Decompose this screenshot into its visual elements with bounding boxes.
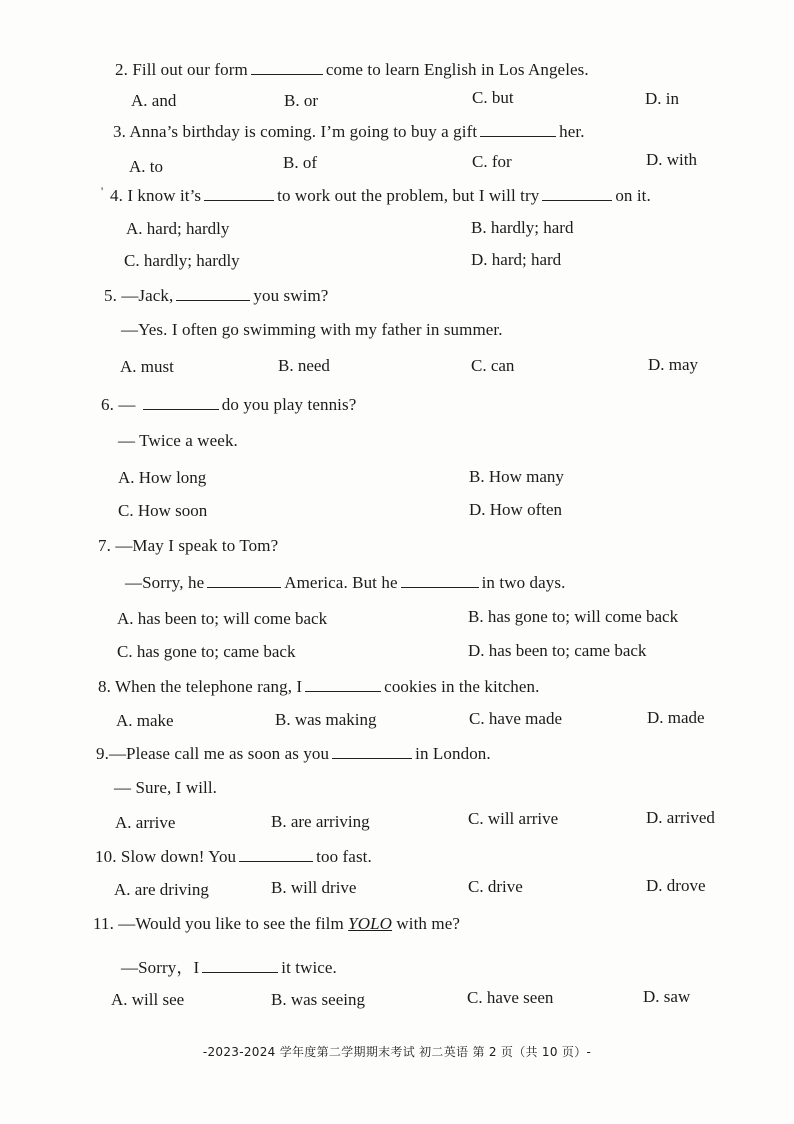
reply-5: —Yes. I often go swimming with my father in summer.: [121, 320, 503, 339]
option-7b: B. has gone to; will come back: [468, 607, 679, 626]
option-4b: B. hardly; hard: [471, 218, 574, 237]
option-10c: C. drive: [468, 877, 523, 896]
option-11b: B. was seeing: [271, 990, 365, 1009]
option-5d: D. may: [648, 355, 699, 374]
option-9a: A. arrive: [115, 813, 176, 832]
answer-blank: [480, 121, 556, 137]
answer-blank: [204, 185, 274, 201]
option-2d: D. in: [645, 89, 679, 108]
question-10: 10. Slow down! You too fast.: [95, 847, 372, 866]
option-3c: C. for: [472, 152, 512, 171]
answer-blank: [542, 185, 612, 201]
option-4c: C. hardly; hardly: [124, 251, 240, 270]
option-10d: D. drove: [646, 876, 706, 895]
option-6a: A. How long: [118, 468, 207, 487]
option-11d: D. saw: [643, 987, 691, 1006]
option-4d: D. hard; hard: [471, 250, 562, 269]
option-8a: A. make: [116, 711, 174, 730]
page-footer: -2023-2024 学年度第二学期期末考试 初二英语 第 2 页（共 10 页）-: [202, 1045, 592, 1059]
option-7c: C. has gone to; came back: [117, 642, 296, 661]
answer-blank: [401, 572, 479, 588]
option-7a: A. has been to; will come back: [117, 609, 328, 628]
option-5c: C. can: [471, 356, 515, 375]
option-8b: B. was making: [275, 710, 377, 729]
question-7: 7. —May I speak to Tom?: [98, 536, 279, 555]
answer-blank: [239, 846, 313, 862]
option-5b: B. need: [278, 356, 330, 375]
option-10a: A. are driving: [114, 880, 209, 899]
option-3b: B. of: [283, 153, 317, 172]
option-11c: C. have seen: [467, 988, 554, 1007]
option-9c: C. will arrive: [468, 809, 559, 828]
option-6b: B. How many: [469, 467, 564, 486]
question-6: 6. — do you play tennis?: [101, 395, 357, 414]
answer-blank: [176, 285, 250, 301]
reply-11: —Sorry，I it twice.: [121, 958, 337, 977]
question-8: 8. When the telephone rang, I cookies in the kitchen.: [98, 677, 540, 696]
option-5a: A. must: [120, 357, 174, 376]
question-9: 9.—Please call me as soon as you in London.: [96, 744, 491, 763]
stray-mark: ': [101, 184, 104, 198]
answer-blank: [143, 394, 219, 410]
option-7d: D. has been to; came back: [468, 641, 647, 660]
answer-blank: [207, 572, 281, 588]
option-4a: A. hard; hardly: [126, 219, 230, 238]
question-4: 4. I know it’s to work out the problem, but I will try on it.: [110, 186, 651, 205]
option-3d: D. with: [646, 150, 697, 169]
film-title: YOLO: [348, 914, 393, 933]
option-6c: C. How soon: [118, 501, 208, 520]
option-2a: A. and: [131, 91, 177, 110]
option-11a: A. will see: [111, 990, 185, 1009]
option-8c: C. have made: [469, 709, 562, 728]
option-2b: B. or: [284, 91, 318, 110]
option-2c: C. but: [472, 88, 514, 107]
reply-6: — Twice a week.: [118, 431, 238, 450]
question-3: 3. Anna’s birthday is coming. I’m going to buy a gift her.: [113, 122, 585, 141]
option-3a: A. to: [129, 157, 163, 176]
answer-blank: [251, 59, 323, 75]
option-10b: B. will drive: [271, 878, 357, 897]
question-5: 5. —Jack, you swim?: [104, 286, 329, 305]
answer-blank: [305, 676, 381, 692]
option-9b: B. are arriving: [271, 812, 370, 831]
question-11: 11. —Would you like to see the film YOLO with me?: [93, 914, 460, 933]
answer-blank: [202, 957, 278, 973]
question-2: 2. Fill out our form come to learn English in Los Angeles.: [115, 60, 589, 79]
option-8d: D. made: [647, 708, 705, 727]
option-9d: D. arrived: [646, 808, 715, 827]
option-6d: D. How often: [469, 500, 563, 519]
reply-9: — Sure, I will.: [114, 778, 218, 797]
answer-blank: [332, 743, 412, 759]
reply-7: —Sorry, he America. But he in two days.: [125, 573, 566, 592]
